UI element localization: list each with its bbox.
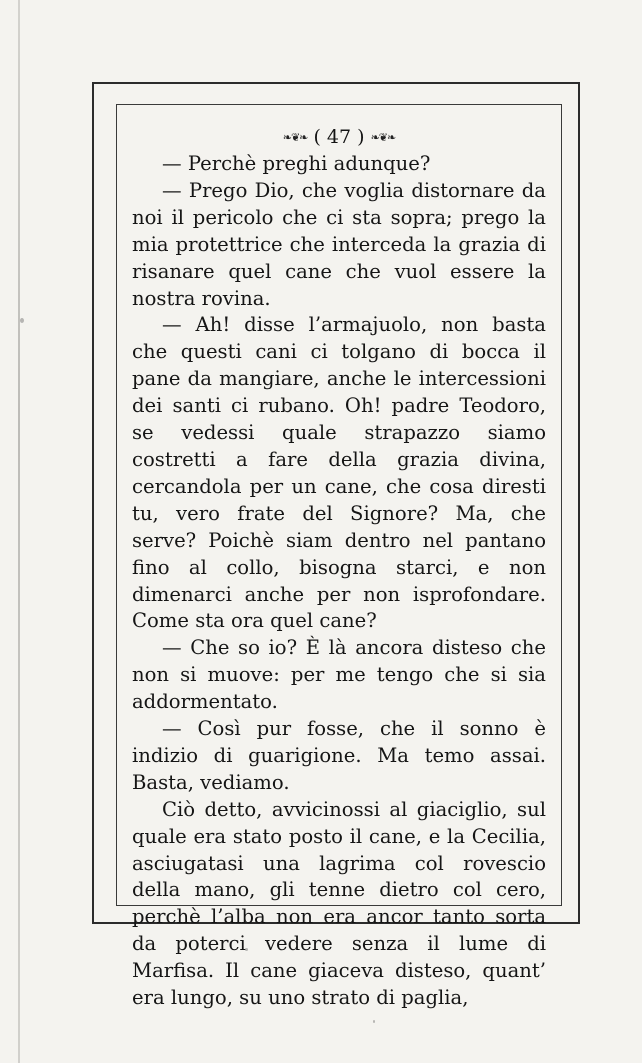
paragraph: — Prego Dio, che voglia distornare da noi il pericolo che ci sta sopra; prego la mia protettrice che interceda la grazia di risanare quel cane che vuol essere la nostra rovina. — [132, 178, 546, 310]
paragraph: — Così pur fosse, che il sonno è indizio di guarigione. Ma temo assai. Basta, vediamo. — [132, 717, 546, 794]
paper-speck — [373, 1020, 375, 1023]
page-spine-edge — [18, 0, 20, 1063]
paragraph: — Perchè preghi adunque? — [162, 152, 431, 175]
paragraph: Ciò detto, avvicinossi al giaciglio, sul quale era stato posto il cane, e la Cecilia, asciugatasi una lagrima col rovescio della mano, gli tenne dietro col cero, perchè l’alba non era ancor tanto sorta da poterci vedere senza il lume di Marfisa. Il cane giaceva disteso, quant’ era lungo, su uno strato di paglia, — [132, 797, 546, 1010]
page-header — [116, 124, 562, 150]
paragraph: — Ah! disse l’armajuolo, non basta che questi cani ci tolgano di bocca il pane da mangiare, anche le intercessioni dei santi ci rubano. Oh! padre Teodoro, se vedessi quale strapazzo siamo costretti a fare della grazia divina, cercandola per un cane, che cosa diresti tu, vero frate del Signore? Ma, che serve? Poichè siam dentro nel pantano fino al collo, bisogna starci, e non dimenarci anche per non isprofondare. Come sta ora quel cane? — [132, 313, 546, 633]
body-text — [132, 151, 546, 1012]
paper-speck — [20, 318, 24, 323]
paragraph: — Che so io? È là ancora disteso che non si muove: per me tengo che si sia addormentato. — [132, 636, 546, 714]
ornament-left-icon: ❧❦❧ — [282, 131, 308, 144]
ornament-right-icon: ❧❦❧ — [370, 131, 396, 144]
page-number: ( 47 ) — [313, 126, 365, 148]
